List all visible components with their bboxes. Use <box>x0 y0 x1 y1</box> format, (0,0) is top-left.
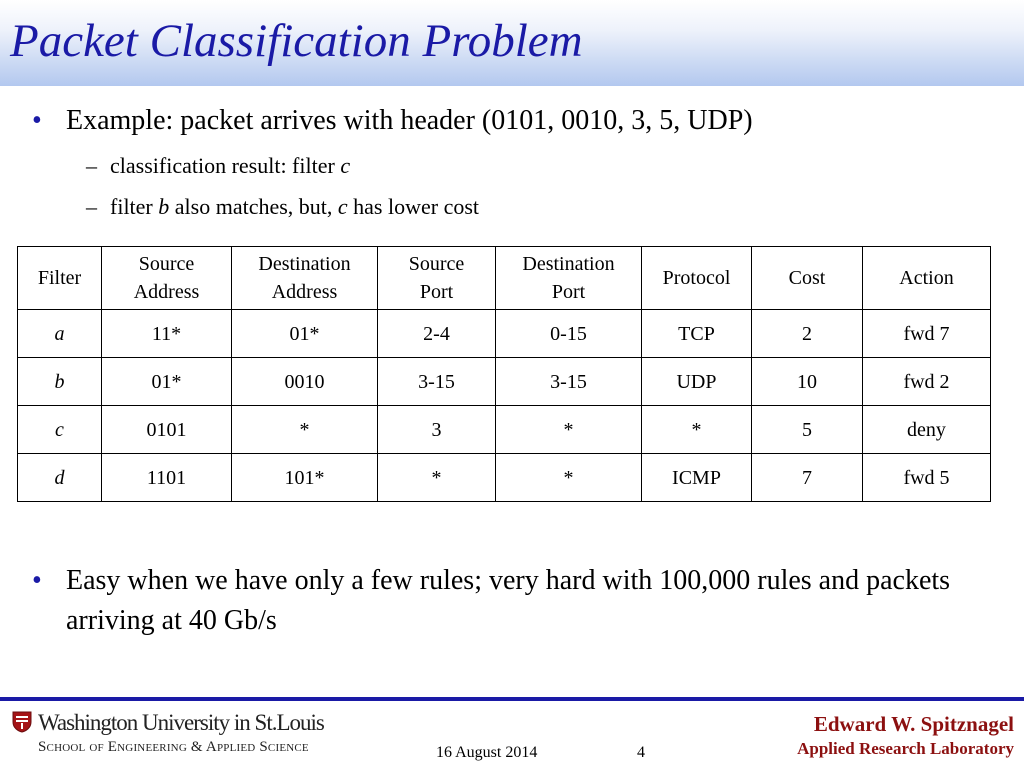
bullet-scaling-text: Easy when we have only a few rules; very hard with 100,000 rules and packets arriving at 40 Gb/s <box>66 565 951 636</box>
column-header <box>18 247 102 310</box>
table-cell: 7 <box>752 454 863 502</box>
filter-cell: c <box>18 406 102 454</box>
table-cell: 3 <box>378 406 496 454</box>
cost-text-part1: filter <box>110 194 159 219</box>
footer-date: 16 August 2014 <box>436 744 538 761</box>
column-header-text: Port <box>551 281 586 303</box>
result-label: classification result: filter <box>110 153 341 178</box>
slide-title: Packet Classification Problem <box>10 15 583 67</box>
bullet-dot: • <box>32 105 42 136</box>
table-cell: 0101 <box>102 406 232 454</box>
table-cell: 101* <box>232 454 378 502</box>
column-header <box>102 247 232 310</box>
filter-cell: d <box>18 454 102 502</box>
cost-filter-c: c <box>337 194 348 219</box>
column-header-text: Source <box>138 253 195 275</box>
table-cell: fwd 7 <box>863 310 991 358</box>
column-header-text: Destination <box>258 253 351 275</box>
filter-cell: b <box>18 358 102 406</box>
table-row <box>18 454 991 502</box>
table-cell: 0010 <box>232 358 378 406</box>
column-header <box>642 247 752 310</box>
table-cell: 10 <box>752 358 863 406</box>
table-cell: fwd 5 <box>863 454 991 502</box>
table-cell: deny <box>863 406 991 454</box>
footer-rule <box>0 697 1024 701</box>
table-cell: * <box>378 454 496 502</box>
logo-university-name: Washington University in St.Louis <box>38 710 324 735</box>
column-header-text: Address <box>271 281 338 303</box>
cost-text-part3: has lower cost <box>347 194 480 219</box>
table-cell: TCP <box>642 310 752 358</box>
column-header-text: Protocol <box>662 267 731 289</box>
table-cell: 3-15 <box>496 358 642 406</box>
table-row <box>18 310 991 358</box>
table-cell: 2-4 <box>378 310 496 358</box>
table-cell: * <box>232 406 378 454</box>
column-header <box>378 247 496 310</box>
table-cell: fwd 2 <box>863 358 991 406</box>
column-header <box>863 247 991 310</box>
column-header-text: Destination <box>522 253 615 275</box>
column-header-text: Action <box>899 267 954 289</box>
sub-bullet-cost-text <box>110 193 479 221</box>
table-cell: * <box>496 406 642 454</box>
table-cell: 1101 <box>102 454 232 502</box>
footer-lab: Applied Research Laboratory <box>797 739 1014 758</box>
column-header-text: Address <box>133 281 200 303</box>
result-filter: c <box>340 153 351 178</box>
column-header <box>496 247 642 310</box>
university-logo <box>12 709 342 761</box>
table-cell: 2 <box>752 310 863 358</box>
bullet-scaling <box>32 561 992 645</box>
filter-cell: a <box>18 310 102 358</box>
column-header-text: Source <box>408 253 465 275</box>
sub-bullet-dash: – <box>86 153 97 178</box>
sub-bullet-dash: – <box>86 194 97 219</box>
table-cell: 01* <box>232 310 378 358</box>
table-cell: 01* <box>102 358 232 406</box>
cost-filter-b: b <box>158 194 170 219</box>
table-cell: ICMP <box>642 454 752 502</box>
filter-table-body <box>18 247 991 502</box>
footer-author: Edward W. Spitznagel <box>813 712 1014 736</box>
bullet-example-text: Example: packet arrives with header (0101, 0010, 3, 5, UDP) <box>66 105 753 136</box>
table-row <box>18 358 991 406</box>
column-header-text: Port <box>419 281 454 303</box>
table-cell: * <box>496 454 642 502</box>
column-header-text: Cost <box>788 267 826 289</box>
column-header <box>752 247 863 310</box>
filter-table <box>17 246 991 502</box>
sub-bullet-result-text <box>110 152 350 180</box>
bullet-dot: • <box>32 565 42 596</box>
table-row <box>18 406 991 454</box>
column-header-text: Filter <box>37 267 82 289</box>
table-cell: 0-15 <box>496 310 642 358</box>
column-header <box>232 247 378 310</box>
table-cell: * <box>642 406 752 454</box>
logo-school-name: School of Engineering & Applied Science <box>38 739 309 755</box>
bullet-example <box>32 101 992 143</box>
table-cell: 5 <box>752 406 863 454</box>
table-cell: 11* <box>102 310 232 358</box>
table-cell: UDP <box>642 358 752 406</box>
page-number: 4 <box>637 744 645 761</box>
table-cell: 3-15 <box>378 358 496 406</box>
cost-text-part2: also matches, but, <box>169 194 338 219</box>
university-seal-icon <box>12 711 32 733</box>
table-header-row <box>18 247 991 310</box>
